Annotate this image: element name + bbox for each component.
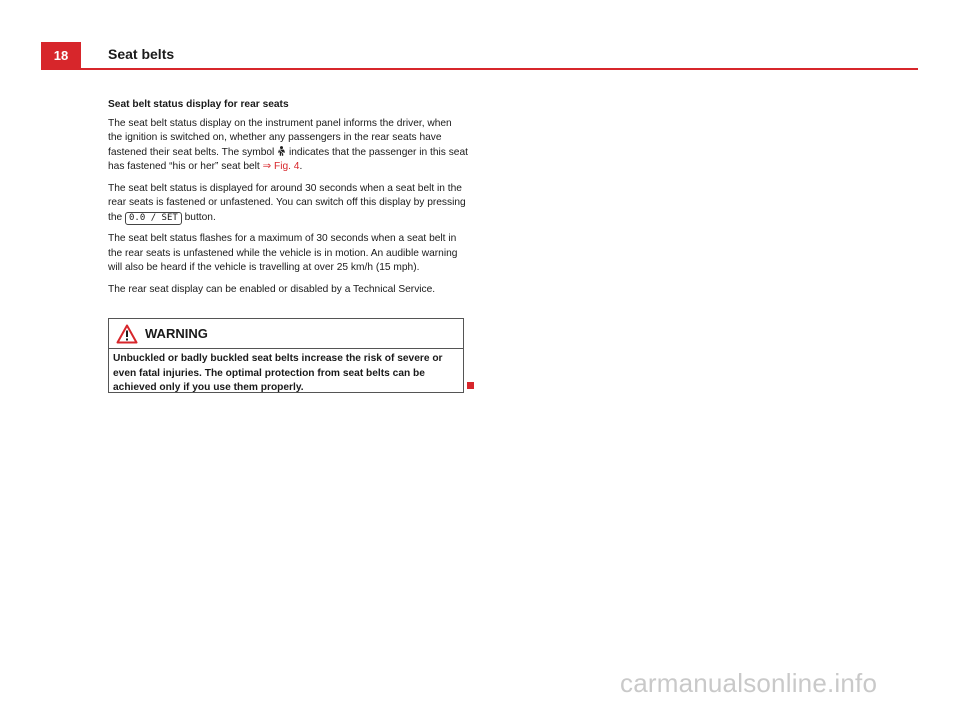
paragraph-text: The seat belt status display on the instrument panel informs the driver, when the ignition is switched on, whether any passengers in the rear seats have fastened their seat belts. The symbol [108, 117, 452, 158]
paragraph-text: indicates that the passenger in this seat has fastened “his or her” seat belt [108, 146, 468, 172]
paragraph-flashing: The seat belt status flashes for a maximum of 30 seconds when a seat belt in the rear seats is unfastened while the vehicle is in motion. An audible warning will also be heard if the vehicle is travelling at over 25 km/h (15 mph). [108, 233, 458, 273]
warning-box [108, 318, 464, 393]
paragraph-text: button. [184, 211, 216, 223]
paragraph-technical-service: The rear seat display can be enabled or disabled by a Technical Service. [108, 283, 436, 295]
page-header [41, 42, 918, 70]
paragraph-text: . [299, 161, 303, 172]
paragraph-display-duration [108, 182, 468, 226]
page-number: 18 [41, 42, 81, 68]
main-content [108, 98, 468, 304]
figure-reference-link[interactable]: ⇒ Fig. 4 [262, 161, 300, 172]
section-end-marker [467, 382, 474, 389]
paragraph-text: The seat belt status is displayed for around 30 seconds when a seat belt in the rear seats is fastened or unfastened. You can switch off this display by pressing the [108, 182, 466, 223]
section-heading: Seat belt status display for rear seats [108, 99, 289, 110]
warning-header [109, 319, 463, 349]
set-key-label: 0.0 / SET [125, 212, 182, 225]
seat-belt-symbol-icon [277, 146, 286, 156]
warning-body: Unbuckled or badly buckled seat belts increase the risk of severe or even fatal injuries. The optimal protection from seat belts can be achieved only if you use them properly. [113, 353, 443, 393]
watermark: carmanualsonline.info [620, 668, 878, 698]
warning-title: WARNING [145, 326, 208, 341]
paragraph-status-display [108, 117, 468, 175]
chapter-title: Seat belts [108, 46, 175, 62]
warning-triangle-icon [116, 324, 138, 344]
